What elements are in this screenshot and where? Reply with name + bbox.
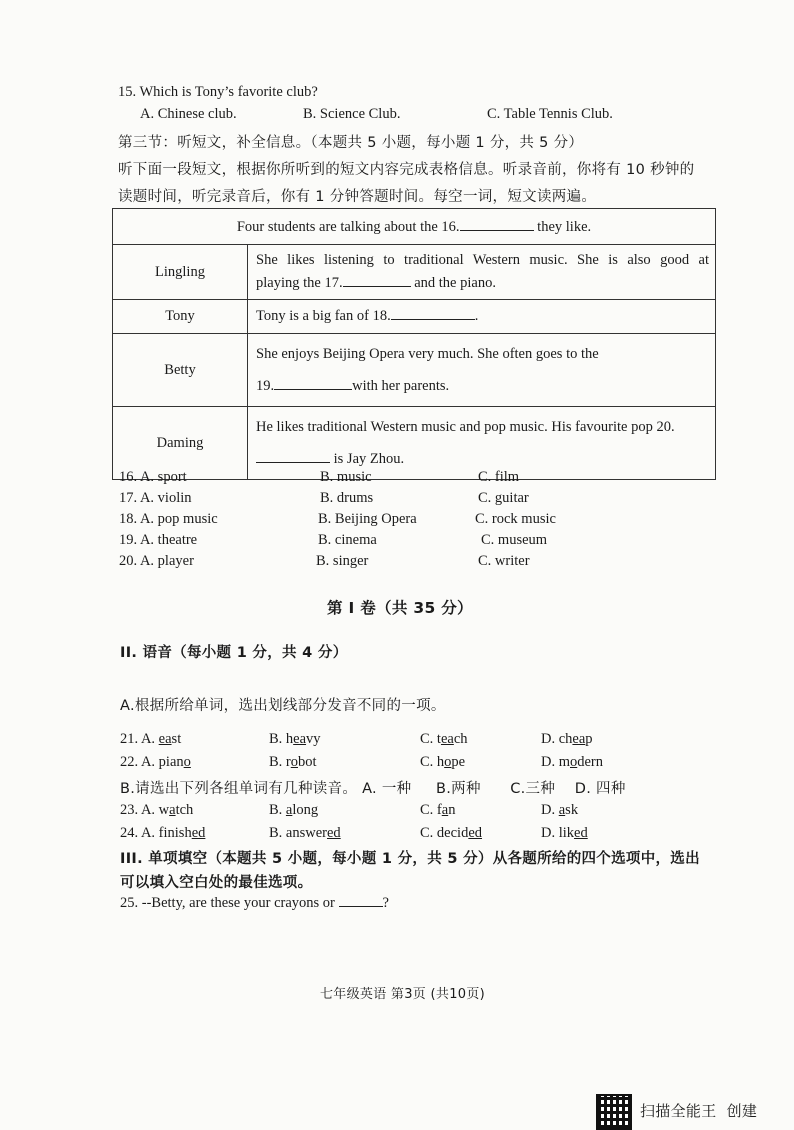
table-row [113, 245, 716, 300]
student-desc: Tony is a big fan of 18. . [248, 300, 716, 334]
q15-stem: 15. Which is Tony’s favorite club? [118, 84, 318, 100]
student-desc [248, 245, 716, 300]
page-footer: 七年级英语 第3页 (共10页) [320, 987, 486, 1002]
student-name: Daming [113, 407, 248, 480]
option-d: D. modern [541, 754, 604, 770]
option-b: B. heavy [269, 731, 321, 747]
section3b-title-cont: 可以填入空白处的最佳选项。 [120, 875, 313, 891]
option-a: 18. A. pop music [119, 511, 218, 527]
option-a: 19. A. theatre [119, 532, 198, 548]
section2-b-instruction: B.请选出下列各组单词有几种读音。 A. 一种 B.两种 C.三种 D. 四种 [120, 781, 626, 797]
answer-blank-20 [256, 450, 330, 463]
qr-code-icon [596, 1094, 632, 1130]
section3-title: 第三节：听短文，补全信息。（本题共 5 小题，每小题 1 分，共 5 分） [118, 135, 584, 151]
option-a: 16. A. sport [119, 469, 187, 485]
option-c: C. teach [420, 731, 468, 747]
answer-blank-19 [274, 377, 352, 390]
info-table [112, 208, 716, 480]
option-c: C. hope [420, 754, 466, 770]
option-a: 20. A. player [119, 553, 194, 569]
part-title: 第 I 卷（共 35 分） [327, 599, 473, 617]
scanner-watermark: 扫描全能王 创建 [640, 1102, 758, 1120]
option-b: B. robot [269, 754, 317, 770]
table-header [113, 209, 716, 245]
section2-a-instruction: A.根据所给单词，选出划线部分发音不同的一项。 [120, 698, 446, 714]
q15-option-b: B. Science Club. [303, 106, 401, 122]
table-row [113, 334, 716, 407]
table-header-text: Four students are talking about the 16. [236, 218, 460, 235]
section3b-title: III. 单项填空（本题共 5 小题，每小题 1 分，共 5 分）从各题所给的四个选项中，选出 [120, 851, 700, 867]
student-name: Tony [113, 300, 248, 334]
option-d: D. liked [541, 825, 588, 841]
option-d: D. ask [541, 802, 579, 818]
desc-line: is Jay Zhou. [256, 443, 709, 475]
section3-instruction-2: 读题时间，听完录音后，你有 1 分钟答题时间。每空一词，短文读两遍。 [118, 189, 597, 205]
option-c: C. guitar [478, 490, 529, 506]
option-d: D. cheap [541, 731, 593, 747]
option-c: C. film [478, 469, 520, 485]
section2-title: II. 语音（每小题 1 分，共 4 分） [120, 645, 348, 661]
desc-line: She likes listening to traditional Western music. She is also good at [256, 252, 709, 268]
student-desc [248, 334, 716, 407]
q15-option-c: C. Table Tennis Club. [487, 106, 613, 122]
option-b: B. along [269, 802, 319, 818]
answer-blank-16 [460, 218, 534, 231]
q25-stem: 25. --Betty, are these your crayons or ? [120, 895, 389, 911]
option-c: C. museum [481, 532, 548, 548]
option-b: B. cinema [318, 532, 377, 548]
table-header-tail: they like. [533, 218, 592, 235]
table-row [113, 300, 716, 334]
answer-blank-18 [391, 307, 475, 320]
option-c: C. writer [478, 553, 530, 569]
answer-blank-17 [343, 274, 411, 287]
option-b: B. singer [316, 553, 369, 569]
option-a: 22. A. piano [120, 754, 191, 770]
answer-blank-25 [339, 894, 383, 907]
desc-line: playing the 17. and the piano. [256, 275, 496, 291]
option-b: B. music [320, 469, 372, 485]
option-c: C. decided [420, 825, 483, 841]
desc-line: She enjoys Beijing Opera very much. She often goes to the [256, 346, 599, 362]
section3-instruction-1: 听下面一段短文，根据你所听到的短文内容完成表格信息。听录音前，你将有 10 秒钟的 [118, 162, 695, 178]
student-name: Lingling [113, 245, 248, 300]
option-a: 23. A. watch [120, 802, 194, 818]
option-a: 21. A. east [120, 731, 182, 747]
option-a: 24. A. finished [120, 825, 206, 841]
option-b: B. drums [320, 490, 374, 506]
option-b: B. Beijing Opera [318, 511, 417, 527]
option-a: 17. A. violin [119, 490, 192, 506]
desc-line: He likes traditional Western music and pop music. His favourite pop 20. [256, 419, 675, 435]
desc-line: 19. with her parents. [256, 378, 450, 394]
option-c: C. fan [420, 802, 456, 818]
option-b: B. answered [269, 825, 341, 841]
table-row [113, 407, 716, 480]
q15-option-a: A. Chinese club. [140, 106, 237, 122]
student-name: Betty [113, 334, 248, 407]
option-c: C. rock music [475, 511, 556, 527]
